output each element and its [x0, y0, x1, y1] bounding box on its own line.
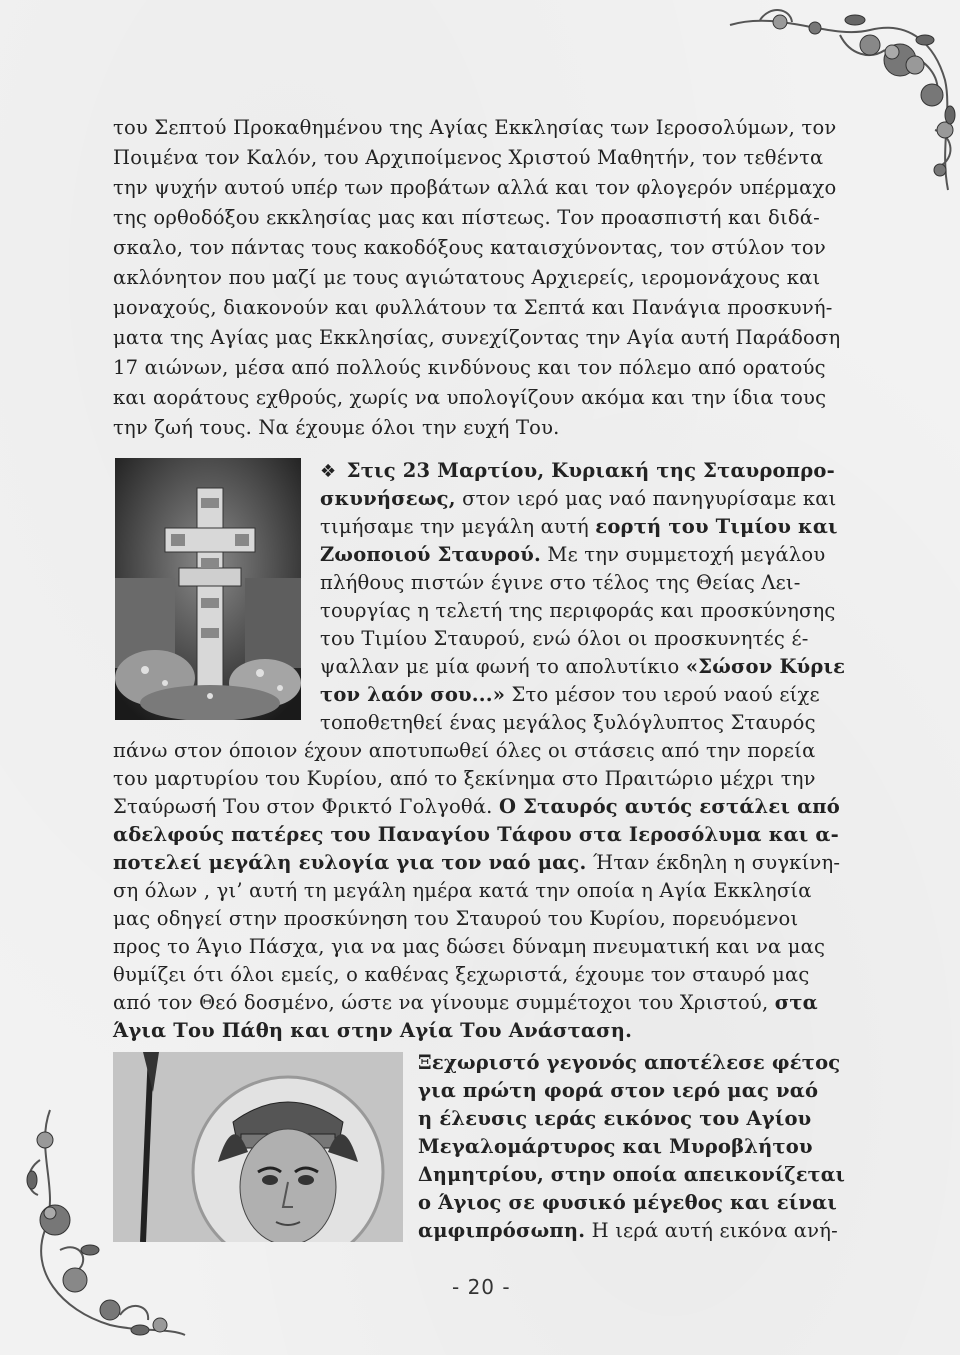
cross-photo	[115, 458, 301, 720]
section-2-line: αδελφούς πατέρες του Παναγίου Τάφου στα Ιεροσόλυμα και α-	[113, 823, 839, 846]
paragraph-1-line: 17 αιώνων, μέσα από πολλούς κινδύνους και τον πόλεμο από ορατούς	[113, 356, 826, 379]
section-2-line: προς το Άγιο Πάσχα, για να μας δώσει δύναμη πνευματική και να μας	[113, 935, 826, 958]
paragraph-1-line: μοναχούς, διακονούν και φυλλάτουν τα Σεπτά και Πανάγια προσκυνή-	[113, 296, 833, 319]
paragraph-1-line: της ορθοδόξου εκκλησίας μας και πίστεως. Τον προασπιστή και διδά-	[113, 206, 820, 229]
section-2-line: πλήθους πιστών έγινε στο τέλος της Θείας Λει-	[320, 571, 801, 594]
section-3-line: Ξεχωριστό γεγονός αποτέλεσε φέτος	[418, 1051, 841, 1074]
bullet-icon: ❖	[320, 461, 337, 482]
section-2-line: Σταύρωσή Του στον Φρικτό Γολγοθά. Ο Σταυρός αυτός εστάλει από	[113, 795, 840, 818]
section-2-line: του Τιμίου Σταυρού, ενώ όλοι οι προσκυνητές έ-	[320, 627, 809, 650]
section-3-line: αμφιπρόσωπη. Η ιερά αυτή εικόνα ανή-	[418, 1219, 838, 1242]
section-3-line: Δημητρίου, στην οποία απεικονίζεται	[418, 1163, 846, 1186]
section-2-line: ποτελεί μεγάλη ευλογία για τον ναό μας. Ήταν έκδηλη η συγκίνη-	[113, 851, 841, 874]
section-2-line: Άγια Του Πάθη και στην Αγία Του Ανάσταση.	[113, 1019, 633, 1042]
section-2-line: πάνω στον όποιον έχουν αποτυπωθεί όλες οι στάσεις από την πορεία	[113, 739, 816, 762]
section-2-line: τουργίας η τελετή της περιφοράς και προσκύνησης	[320, 599, 836, 622]
section-3-line: η έλευσις ιεράς εικόνος του Αγίου	[418, 1107, 812, 1130]
paragraph-1-line: Ποιμένα τον Καλόν, του Αρχιποίμενος Χριστού Μαθητήν, τον τεθέντα	[113, 146, 824, 169]
section-2-line: σκυνήσεως, στον ιερό μας ναό πανηγυρίσαμε και	[320, 487, 837, 510]
section-2-line: από τον Θεό δοσμένο, ώστε να γίνουμε συμμέτοχοι του Χριστού, στα	[113, 991, 818, 1014]
page-number: - 20 -	[452, 1275, 511, 1299]
paragraph-1-line: την ψυχήν αυτού υπέρ των προβάτων αλλά και τον φλογερόν υπέρμαχο	[113, 176, 837, 199]
paragraph-1-line: την ζωή τους. Να έχουμε όλοι την ευχή Του.	[113, 416, 560, 439]
paragraph-1-line: και αοράτους εχθρούς, χωρίς να υπολογίζουν ακόμα και την ίδια τους	[113, 386, 827, 409]
paragraph-1-line: ακλόνητον που μαζί με τους αγιώτατους Αρχιερείς, ιερομονάχους και	[113, 266, 821, 289]
section-3-line: ο Άγιος σε φυσικό μέγεθος και είναι	[418, 1191, 837, 1214]
section-2-line: του μαρτυρίου του Κυρίου, από το ξεκίνημα στο Πραιτώριο μέχρι την	[113, 767, 816, 790]
section-2-line: τοποθετηθεί ένας μεγάλος ξυλόγλυπτος Σταυρός	[320, 711, 816, 734]
section-3-line: για πρώτη φορά στον ιερό μας ναό	[418, 1079, 819, 1102]
section-2-line: μας οδηγεί στην προσκύνηση του Σταυρού του Κυρίου, πορευόμενοι	[113, 907, 799, 930]
section-2-line: θυμίζει ότι όλοι εμείς, ο καθένας ξεχωριστά, έχουμε τον σταυρό μας	[113, 963, 810, 986]
saint-demetrios-icon-photo	[113, 1052, 403, 1242]
section-2-line: ση όλων , γι’ αυτή τη μεγάλη ημέρα κατά την οποία η Αγία Εκκλησία	[113, 879, 812, 902]
section-2-line: Ζωοποιού Σταυρού. Με την συμμετοχή μεγάλου	[320, 543, 826, 566]
section-2-line: τιμήσαμε την μεγάλη αυτή εορτή του Τιμίου και	[320, 515, 838, 538]
section-2-line: τον λαόν σου...» Στο μέσον του ιερού ναού είχε	[320, 683, 820, 706]
paragraph-1-line: ματα της Αγίας μας Εκκλησίας, συνεχίζοντας την Αγία αυτή Παράδοση	[113, 326, 841, 349]
section-2-line: ψαλλαν με μία φωνή το απολυτίκιο «Σώσον Κύριε	[320, 655, 846, 678]
paragraph-1-line: του Σεπτού Προκαθημένου της Αγίας Εκκλησίας των Ιεροσολύμων, τον	[113, 116, 837, 139]
paragraph-1-line: σκαλο, τον πάντας τους κακοδόξους καταισχύνοντας, τον στύλον τον	[113, 236, 826, 259]
section-2-line: ❖ Στις 23 Μαρτίου, Κυριακή της Σταυροπρο-	[320, 459, 835, 482]
section-3-line: Μεγαλομάρτυρος και Μυροβλήτου	[418, 1135, 813, 1158]
